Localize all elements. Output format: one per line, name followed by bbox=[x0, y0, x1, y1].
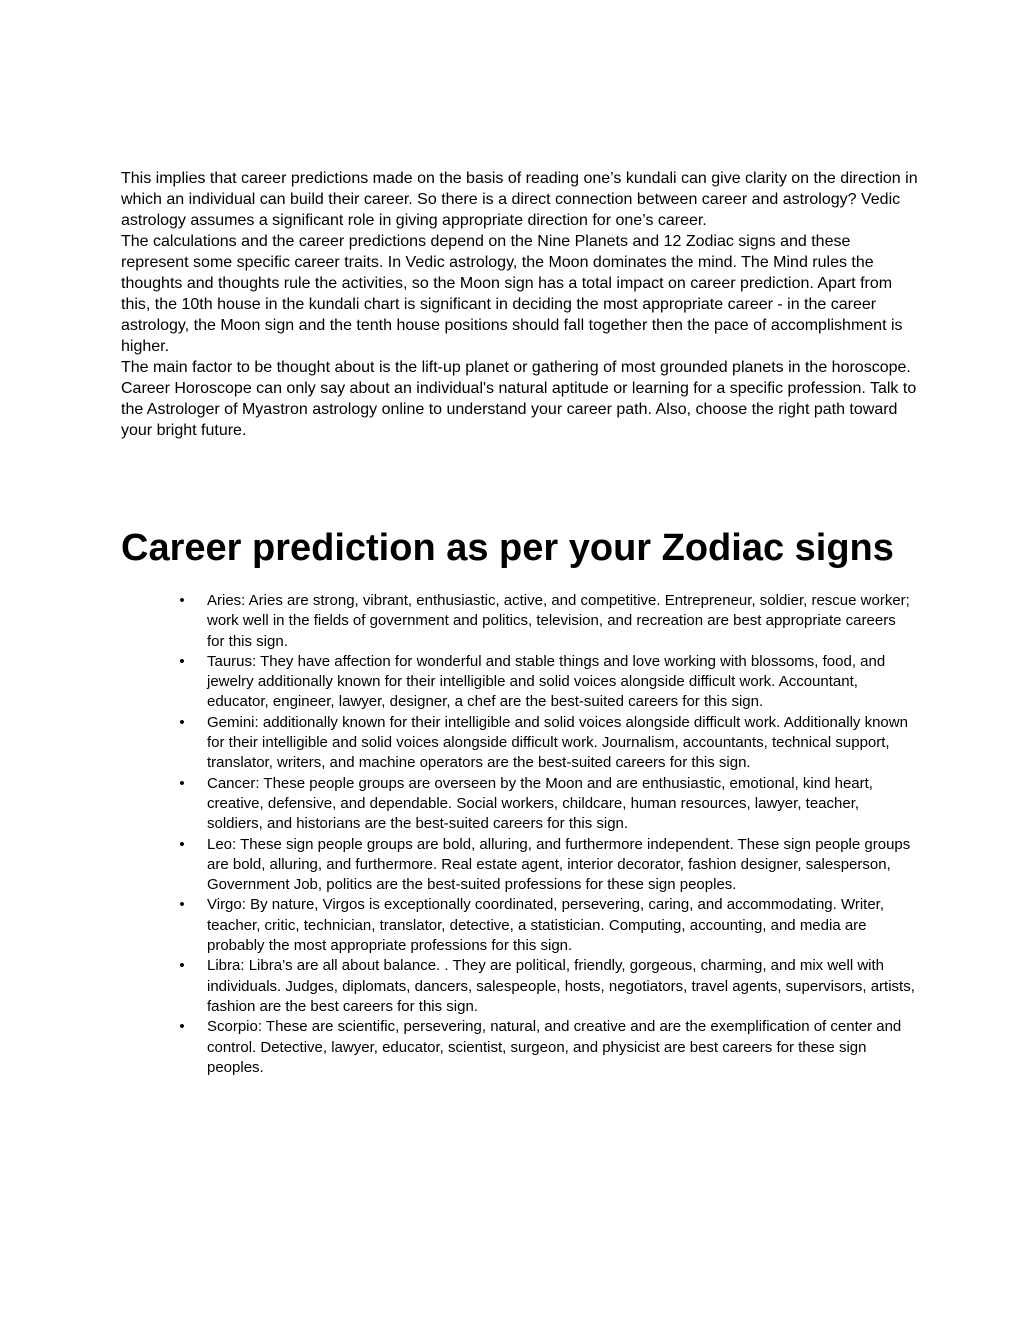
section-heading: Career prediction as per your Zodiac signs bbox=[121, 527, 894, 569]
list-item-text: Taurus: They have affection for wonderful and stable things and love working with blossoms, food, and jewelry additionally known for their intelligible and solid voices alongside difficult work. Accountant, educator, engineer, lawyer, designer, a chef are the best-suited careers for this sign. bbox=[207, 652, 886, 711]
list-item-cancer bbox=[179, 774, 917, 835]
intro-paragraph: This implies that career predictions made on the basis of reading one’s kundali can give clarity on the direction in which an individual can build their career. So there is a direct connection between career and astrology? Vedic astrology assumes a significant role in giving appropriate direction for one’s career. bbox=[121, 170, 918, 229]
list-item-text: Libra: Libra’s are all about balance. . They are political, friendly, gorgeous, charming, and mix well with individuals. Judges, diplomats, dancers, salespeople, hosts, negotiators, travel agents, supervisors, artists, fashion are the best careers for this sign. bbox=[207, 957, 915, 1015]
bullet-icon: • bbox=[179, 957, 185, 975]
zodiac-career-list bbox=[179, 591, 917, 1078]
list-item-gemini bbox=[179, 713, 917, 774]
list-item-text: Aries: Aries are strong, vibrant, enthusiastic, active, and competitive. Entrepreneur, soldier, rescue worker; work well in the fields of government and politics, television, and recreation are best appropriate careers for this sign. bbox=[207, 592, 910, 650]
intro-paragraph: The calculations and the career predictions depend on the Nine Planets and 12 Zodiac signs and these represent some specific career traits. In Vedic astrology, the Moon dominates the mind. The Mind rules the thoughts and thoughts rule the activities, so the Moon sign has a total impact on career prediction. Apart from this, the 10th house in the kundali chart is significant in deciding the most appropriate career - in the career astrology, the Moon sign and the tenth house positions should fall together then the pace of accomplishment is higher. bbox=[121, 233, 903, 355]
bullet-icon: • bbox=[179, 835, 185, 853]
list-item-aries bbox=[179, 591, 917, 652]
intro-text bbox=[121, 168, 921, 441]
bullet-icon: • bbox=[179, 896, 185, 914]
list-item-virgo bbox=[179, 895, 917, 956]
bullet-icon: • bbox=[179, 592, 185, 609]
list-item-taurus bbox=[179, 652, 917, 713]
list-item-libra bbox=[179, 956, 917, 1017]
list-item-scorpio bbox=[179, 1017, 917, 1078]
list-item-text: Gemini: additionally known for their intelligible and solid voices alongside difficult work. Additionally known for their intelligible and solid voices alongside difficult work. Journalism, accountants, technical support, translator, writers, and machine operators are the best-suited careers for this sign. bbox=[207, 713, 908, 772]
bullet-icon: • bbox=[179, 774, 185, 792]
list-item-text: Leo: These sign people groups are bold, alluring, and furthermore independent. These sign people groups are bold, alluring, and furthermore. Real estate agent, interior decorator, fashion designer, salesperson, Government Job, politics are the best-suited professions for these sign peoples. bbox=[207, 835, 911, 894]
bullet-icon: • bbox=[179, 652, 185, 670]
bullet-icon: • bbox=[179, 713, 185, 731]
list-item-text: Scorpio: These are scientific, persevering, natural, and creative and are the exemplification of center and control. Detective, lawyer, educator, scientist, surgeon, and physicist are best careers for these sign peoples. bbox=[207, 1018, 902, 1076]
list-item-text: Virgo: By nature, Virgos is exceptionally coordinated, persevering, caring, and accommodating. Writer, teacher, critic, technician, translator, detective, a statistician. Computing, accounting, and media are probably the most appropriate professions for this sign. bbox=[207, 896, 885, 955]
bullet-icon: • bbox=[179, 1018, 185, 1036]
intro-paragraph: The main factor to be thought about is the lift-up planet or gathering of most grounded planets in the horoscope. Career Horoscope can only say about an individual's natural aptitude or learning for a specific profession. Talk to the Astrologer of Myastron astrology online to understand your career path. Also, choose the right path toward your bright future. bbox=[121, 359, 917, 439]
list-item-text: Cancer: These people groups are overseen by the Moon and are enthusiastic, emotional, kind heart, creative, defensive, and dependable. Social workers, childcare, human resources, lawyer, teacher, soldiers, and historians are the best-suited careers for this sign. bbox=[207, 774, 873, 833]
list-item-leo bbox=[179, 835, 917, 896]
